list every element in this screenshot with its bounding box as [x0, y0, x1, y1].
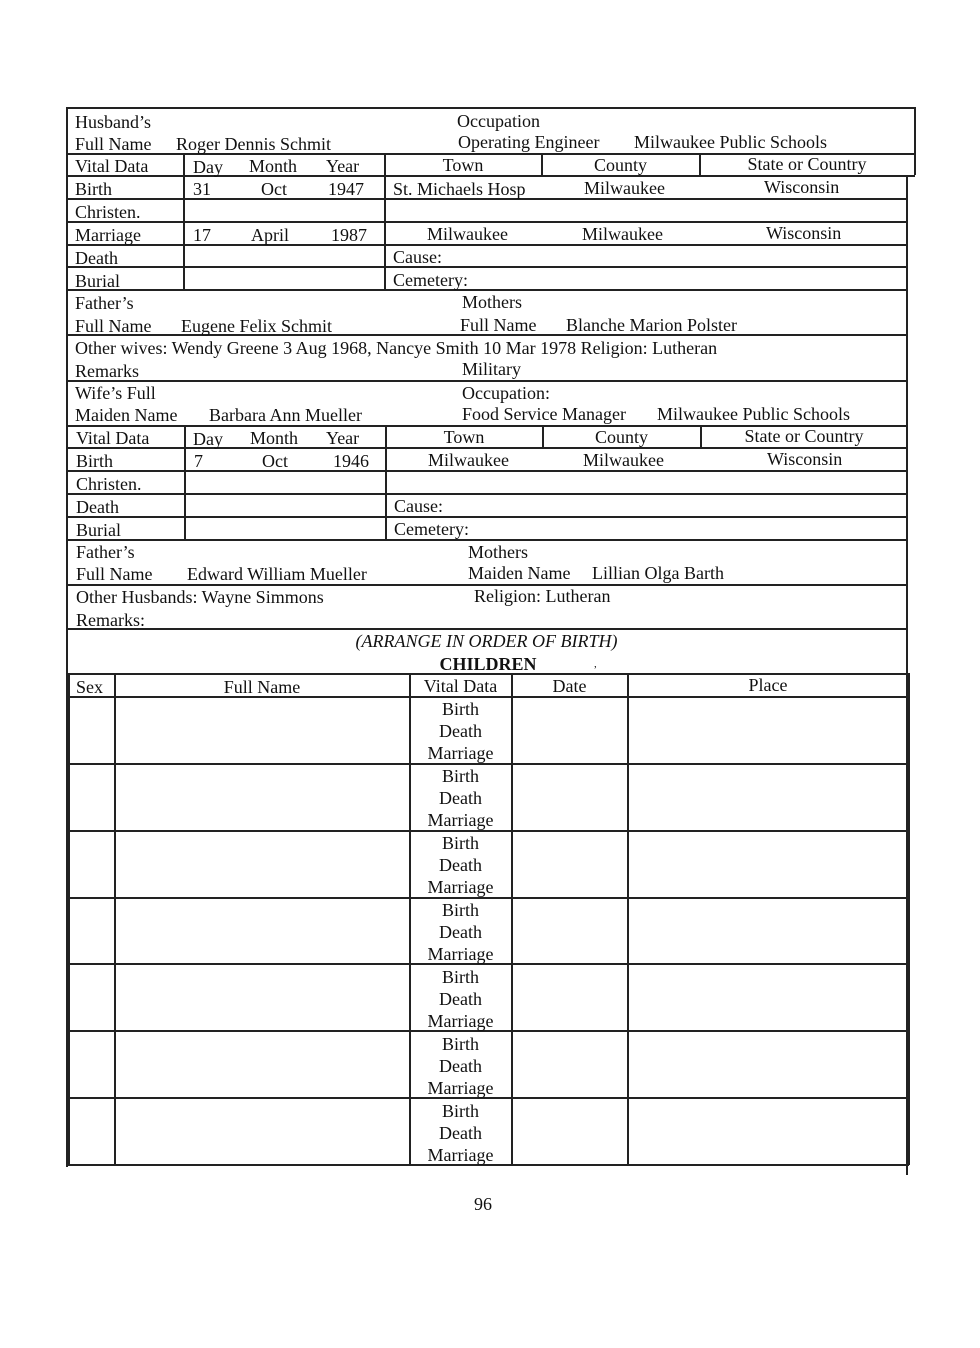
vital-death: Death — [439, 922, 482, 942]
vital-birth: Birth — [441, 1034, 479, 1054]
rule — [66, 380, 907, 382]
rule — [66, 289, 907, 291]
vital-birth: Birth — [441, 833, 479, 853]
rule — [184, 425, 186, 539]
birth-county: Milwaukee — [584, 178, 665, 198]
day-header: Day — [193, 429, 223, 449]
birth-label: Birth — [75, 179, 113, 199]
county-header: County — [593, 155, 647, 175]
year-header: Year — [326, 156, 360, 176]
vital-data-header: Vital Data — [75, 156, 149, 176]
cause-label: Cause: — [393, 247, 442, 267]
vital-death: Death — [439, 1056, 482, 1076]
rule — [914, 107, 916, 175]
death-label: Death — [76, 497, 119, 517]
birth-day: 7 — [194, 451, 203, 471]
mother-label: Full Name — [460, 315, 537, 335]
children-title: CHILDREN — [439, 654, 537, 674]
rule — [908, 673, 910, 1165]
vital-marriage: Marriage — [427, 1078, 494, 1098]
burial-label: Burial — [76, 520, 121, 540]
wife-father-name: Edward William Mueller — [187, 564, 367, 584]
wife-employer: Milwaukee Public Schools — [657, 404, 850, 424]
vital-birth: Birth — [441, 967, 479, 987]
state-header: State or Country — [744, 426, 864, 446]
rule — [183, 153, 185, 289]
birth-county: Milwaukee — [583, 450, 664, 470]
mother-label: Mothers — [468, 542, 528, 562]
month-header: Month — [250, 428, 299, 448]
christen-label: Christen. — [76, 474, 142, 494]
father-label: Father’s — [75, 293, 134, 313]
rule — [68, 673, 70, 1165]
birth-month: Oct — [261, 179, 287, 199]
mother-label: Maiden Name — [468, 563, 571, 583]
vital-birth: Birth — [441, 1101, 479, 1121]
page-number: 96 — [474, 1194, 492, 1214]
mother-label: Mothers — [462, 292, 522, 312]
cemetery-label: Cemetery: — [393, 270, 468, 290]
vital-marriage: Marriage — [427, 810, 494, 830]
wife-mother-name: Lillian Olga Barth — [592, 563, 724, 583]
day-header: Day — [193, 157, 223, 177]
marriage-day: 17 — [193, 225, 211, 245]
husband-label: Full Name — [75, 134, 152, 154]
vital-death: Death — [439, 989, 482, 1009]
col-date: Date — [552, 676, 587, 696]
marriage-state: Wisconsin — [766, 223, 842, 243]
birth-year: 1947 — [328, 179, 364, 199]
town-header: Town — [443, 427, 485, 447]
child-row-5 — [410, 966, 511, 1032]
rule — [66, 107, 915, 109]
state-header: State or Country — [747, 154, 867, 174]
year-header: Year — [326, 428, 360, 448]
birth-town: Milwaukee — [428, 450, 509, 470]
vital-marriage: Marriage — [427, 1145, 494, 1165]
vital-marriage: Marriage — [427, 944, 494, 964]
vital-birth: Birth — [441, 900, 479, 920]
vital-death: Death — [439, 855, 482, 875]
rule — [66, 493, 907, 495]
rule — [66, 539, 907, 541]
birth-label: Birth — [76, 451, 114, 471]
father-label: Full Name — [75, 316, 152, 336]
other-wives: Other wives: Wendy Greene 3 Aug 1968, Nancye Smith 10 Mar 1978 Religion: Lutheran — [75, 338, 718, 358]
remarks-label: Remarks — [75, 361, 139, 381]
rule — [66, 516, 907, 518]
wife-religion: Religion: Lutheran — [474, 586, 611, 606]
child-row-7 — [410, 1100, 511, 1166]
christen-label: Christen. — [75, 202, 141, 222]
child-row-6 — [410, 1033, 511, 1099]
rule — [627, 673, 629, 1165]
husband-mother-name: Blanche Marion Polster — [566, 315, 737, 335]
father-label: Full Name — [76, 564, 153, 584]
marriage-month: April — [251, 225, 289, 245]
birth-year: 1946 — [333, 451, 369, 471]
col-sex: Sex — [76, 677, 103, 697]
vital-marriage: Marriage — [427, 743, 494, 763]
husband-full-name: Roger Dennis Schmit — [176, 134, 331, 154]
cause-label: Cause: — [394, 496, 443, 516]
husband-father-name: Eugene Felix Schmit — [181, 316, 332, 336]
birth-day: 31 — [193, 179, 211, 199]
marriage-year: 1987 — [331, 225, 367, 245]
wife-full-name: Barbara Ann Mueller — [209, 405, 362, 425]
birth-month: Oct — [262, 451, 288, 471]
wife-label: Maiden Name — [75, 405, 178, 425]
vital-birth: Birth — [441, 699, 479, 719]
birth-state: Wisconsin — [764, 177, 840, 197]
vital-birth: Birth — [441, 766, 479, 786]
town-header: Town — [442, 155, 484, 175]
vital-death: Death — [439, 1123, 482, 1143]
wife-label: Wife’s Full — [75, 383, 156, 403]
marriage-town: Milwaukee — [427, 224, 508, 244]
burial-label: Burial — [75, 271, 120, 291]
rule — [66, 628, 907, 630]
wife-occupation-label: Occupation: — [462, 383, 550, 403]
month-header: Month — [249, 156, 298, 176]
rule — [511, 673, 513, 1165]
father-label: Father’s — [76, 542, 135, 562]
child-row-2 — [410, 765, 511, 831]
military-label: Military — [462, 359, 521, 379]
birth-town: St. Michaels Hosp — [393, 179, 526, 199]
col-vital-data: Vital Data — [423, 676, 498, 696]
rule — [66, 470, 907, 472]
vital-marriage: Marriage — [427, 877, 494, 897]
other-husbands: Other Husbands: Wayne Simmons — [76, 587, 324, 607]
wife-occupation: Food Service Manager — [462, 404, 626, 424]
husband-occupation-label: Occupation — [457, 111, 540, 131]
husband-occupation: Operating Engineer — [458, 132, 600, 152]
children-instruction: (ARRANGE IN ORDER OF BIRTH) — [355, 631, 618, 651]
county-header: County — [594, 427, 648, 447]
vital-death: Death — [439, 788, 482, 808]
birth-state: Wisconsin — [767, 449, 843, 469]
col-full-name: Full Name — [223, 677, 301, 697]
cemetery-label: Cemetery: — [394, 519, 469, 539]
vital-death: Death — [439, 721, 482, 741]
child-row-3 — [410, 832, 511, 898]
child-row-1 — [410, 698, 511, 764]
marriage-county: Milwaukee — [582, 224, 663, 244]
marriage-label: Marriage — [75, 225, 141, 245]
vital-data-header: Vital Data — [76, 428, 150, 448]
col-place: Place — [748, 675, 788, 695]
remarks-label: Remarks: — [76, 610, 145, 630]
husband-label: Husband’s — [75, 112, 151, 132]
rule — [114, 673, 116, 1165]
vital-marriage: Marriage — [427, 1011, 494, 1031]
husband-employer: Milwaukee Public Schools — [634, 132, 827, 152]
child-row-4 — [410, 899, 511, 965]
death-label: Death — [75, 248, 118, 268]
rule — [66, 266, 907, 268]
stray-mark: , — [594, 658, 597, 670]
